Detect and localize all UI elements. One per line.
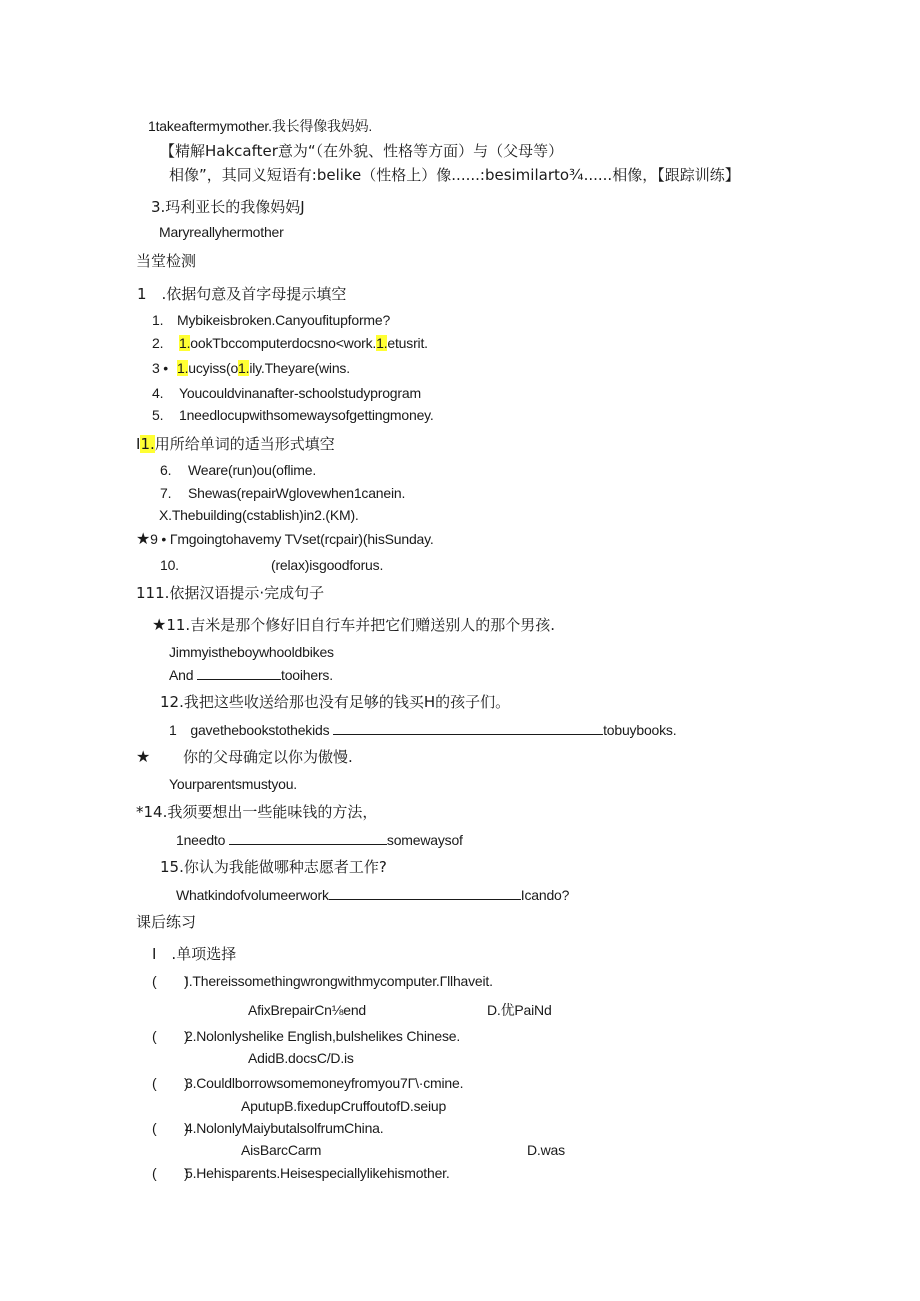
intro-practice-en: Maryreallyhermother bbox=[159, 224, 284, 240]
q11-en-1: Jimmyistheboywhooldbikes bbox=[169, 644, 334, 660]
section-title-in-class: 当堂检测 bbox=[136, 252, 197, 270]
mc2-text: 2.Nolonlyshelike English,bulshelikes Chinese. bbox=[185, 1028, 461, 1044]
q7-num: 7. bbox=[160, 485, 172, 501]
q15-en-b: Icando? bbox=[520, 887, 570, 903]
q4-num: 4. bbox=[152, 385, 164, 401]
mc2-options: AdidB.docsC/D.is bbox=[248, 1050, 354, 1066]
q15-en bbox=[176, 885, 569, 904]
q12-zh: 12.我把这些收送给那也没有足够的钱买H的孩子们。 bbox=[160, 693, 511, 711]
mc1-text: I.Thereissomethingwrongwithmycomputer.Γllhaveit. bbox=[185, 973, 493, 989]
q9 bbox=[136, 530, 434, 549]
q1 bbox=[152, 311, 390, 329]
q13-zh bbox=[136, 748, 353, 766]
q1-text: Mybikeisbroken.Canyoufitupforme? bbox=[177, 312, 391, 328]
q9-text: 9 • Γmgoingtohavemy TVset(rcpair)(hisSunday. bbox=[150, 531, 434, 547]
mc4-option-d: D.was bbox=[527, 1142, 565, 1158]
q3-num: 3 • bbox=[152, 360, 168, 376]
q11-en-2b: tooihers. bbox=[281, 667, 333, 683]
q12-en-a: 1 gavethebookstothekids bbox=[169, 722, 330, 738]
q7 bbox=[160, 484, 405, 502]
q5 bbox=[152, 406, 434, 424]
part2-highlight: 1. bbox=[140, 435, 155, 453]
mc5-paren[interactable]: ( ) bbox=[152, 1165, 189, 1181]
mc1-options: AfixBrepairCn⅛end bbox=[248, 1002, 366, 1018]
q12-en-b: tobuybooks. bbox=[603, 722, 677, 738]
mc4 bbox=[152, 1119, 383, 1137]
q9-star: ★ bbox=[136, 531, 151, 548]
q6 bbox=[160, 461, 316, 479]
part2-title bbox=[136, 435, 335, 453]
q13-en: Yourparentsmustyou. bbox=[169, 776, 297, 792]
mc1-option-d: D.优PaiNd bbox=[487, 1002, 552, 1018]
q11-en-2a: And bbox=[169, 667, 194, 683]
q4-text: Youcouldvinanafter-schoolstudyprogram bbox=[179, 385, 421, 401]
q3-highlight-1: 1. bbox=[177, 360, 189, 376]
mc4-text: 4.NolonlyMaiybutalsolfrumChina. bbox=[185, 1120, 384, 1136]
q8: X.Thebuilding(cstablish)in2.(KM). bbox=[159, 507, 359, 523]
q2-highlight-1: 1. bbox=[179, 335, 191, 351]
q11-star: ★ bbox=[152, 615, 167, 634]
q11-zh bbox=[152, 616, 555, 634]
q2-num: 2. bbox=[152, 335, 164, 351]
q3-highlight-2: 1. bbox=[238, 360, 250, 376]
mc3-options: AputupB.fixedupCruffoutofD.seiup bbox=[241, 1098, 447, 1114]
q1-num: 1. bbox=[152, 312, 164, 328]
q11-en-2 bbox=[169, 665, 333, 684]
q12-answer-blank[interactable] bbox=[333, 720, 603, 735]
part2-prefix: I bbox=[136, 435, 141, 453]
q7-text: Shewas(repairWglovewhen1canein. bbox=[188, 485, 406, 501]
mc3-paren[interactable]: ( ) bbox=[152, 1075, 189, 1091]
q6-num: 6. bbox=[160, 462, 172, 478]
mc3 bbox=[152, 1074, 463, 1092]
q2-text-1: ookTbccomputerdocsno<work. bbox=[190, 335, 377, 351]
intro-line-1: 1takeaftermymother.我长得像我妈妈. bbox=[148, 118, 373, 134]
q14-en-b: somewaysof bbox=[386, 832, 463, 848]
intro-practice-zh: 3.玛利亚长的我像妈妈J bbox=[151, 198, 305, 216]
q10-num: 10. bbox=[160, 557, 179, 573]
q10-text: (relax)isgoodforus. bbox=[271, 557, 384, 573]
mc2 bbox=[152, 1027, 460, 1045]
q13-star: ★ bbox=[136, 747, 151, 766]
q13-zh-text: 你的父母确定以你为傲慢. bbox=[183, 748, 353, 766]
mc5-text: 5.Hehisparents.Heisespeciallylikehismother. bbox=[185, 1165, 450, 1181]
part1-title: 1 .依据句意及首字母提示填空 bbox=[137, 285, 347, 303]
q2 bbox=[152, 334, 428, 352]
q15-en-a: Whatkindofvolumeerwork bbox=[176, 887, 329, 903]
q15-zh: 15.你认为我能做哪种志愿者工作? bbox=[160, 858, 387, 876]
q2-highlight-2: 1. bbox=[376, 335, 388, 351]
mc5 bbox=[152, 1164, 450, 1182]
q11-zh-text: 11.吉米是那个修好旧自行车并把它们赠送别人的那个男孩. bbox=[166, 616, 555, 634]
q2-text-2: etusrit. bbox=[387, 335, 428, 351]
mc4-options: AisBarcCarm bbox=[241, 1142, 322, 1158]
q14-zh: *14.我须要想出一些能味钱的方法， bbox=[136, 803, 378, 821]
q14-en bbox=[176, 830, 463, 849]
mc1-paren[interactable]: ( ) bbox=[152, 973, 189, 989]
q11-answer-blank[interactable] bbox=[197, 665, 281, 680]
intro-explain-line-2: 相像”，其同义短语有:belike（性格上）像......:besimilarto¾......相像，【跟踪训练】 bbox=[169, 166, 740, 184]
q5-text: 1needlocupwithsomewaysofgettingmoney. bbox=[179, 407, 434, 423]
mc4-paren[interactable]: ( ) bbox=[152, 1120, 189, 1136]
q14-en-a: 1needto bbox=[176, 832, 226, 848]
q14-answer-blank[interactable] bbox=[229, 830, 387, 845]
q3 bbox=[152, 359, 350, 377]
q15-answer-blank[interactable] bbox=[329, 885, 521, 900]
q3-text-1: ucyiss(o bbox=[188, 360, 239, 376]
q12-en bbox=[169, 720, 676, 739]
mc3-text: 3.Couldlborrowsomemoneyfromyou7Γ\·cmine. bbox=[185, 1075, 464, 1091]
q10 bbox=[160, 556, 383, 574]
intro-explain-line-1: 【精解Hakcafter意为“（在外貌、性格等方面）与（父母等） bbox=[160, 142, 564, 160]
section-title-after-class: 课后练习 bbox=[136, 913, 197, 931]
mc1 bbox=[152, 972, 493, 990]
q6-text: Weare(run)ou(oflime. bbox=[188, 462, 317, 478]
part2-title-text: 用所给单词的适当形式填空 bbox=[154, 435, 335, 453]
q3-text-2: ily.Theyare(wins. bbox=[249, 360, 350, 376]
q4 bbox=[152, 384, 421, 402]
s2-part1-title: I .单项选择 bbox=[152, 945, 237, 963]
part3-title: 111.依据汉语提示·完成句子 bbox=[136, 584, 325, 602]
mc2-paren[interactable]: ( ) bbox=[152, 1028, 189, 1044]
q5-num: 5. bbox=[152, 407, 164, 423]
